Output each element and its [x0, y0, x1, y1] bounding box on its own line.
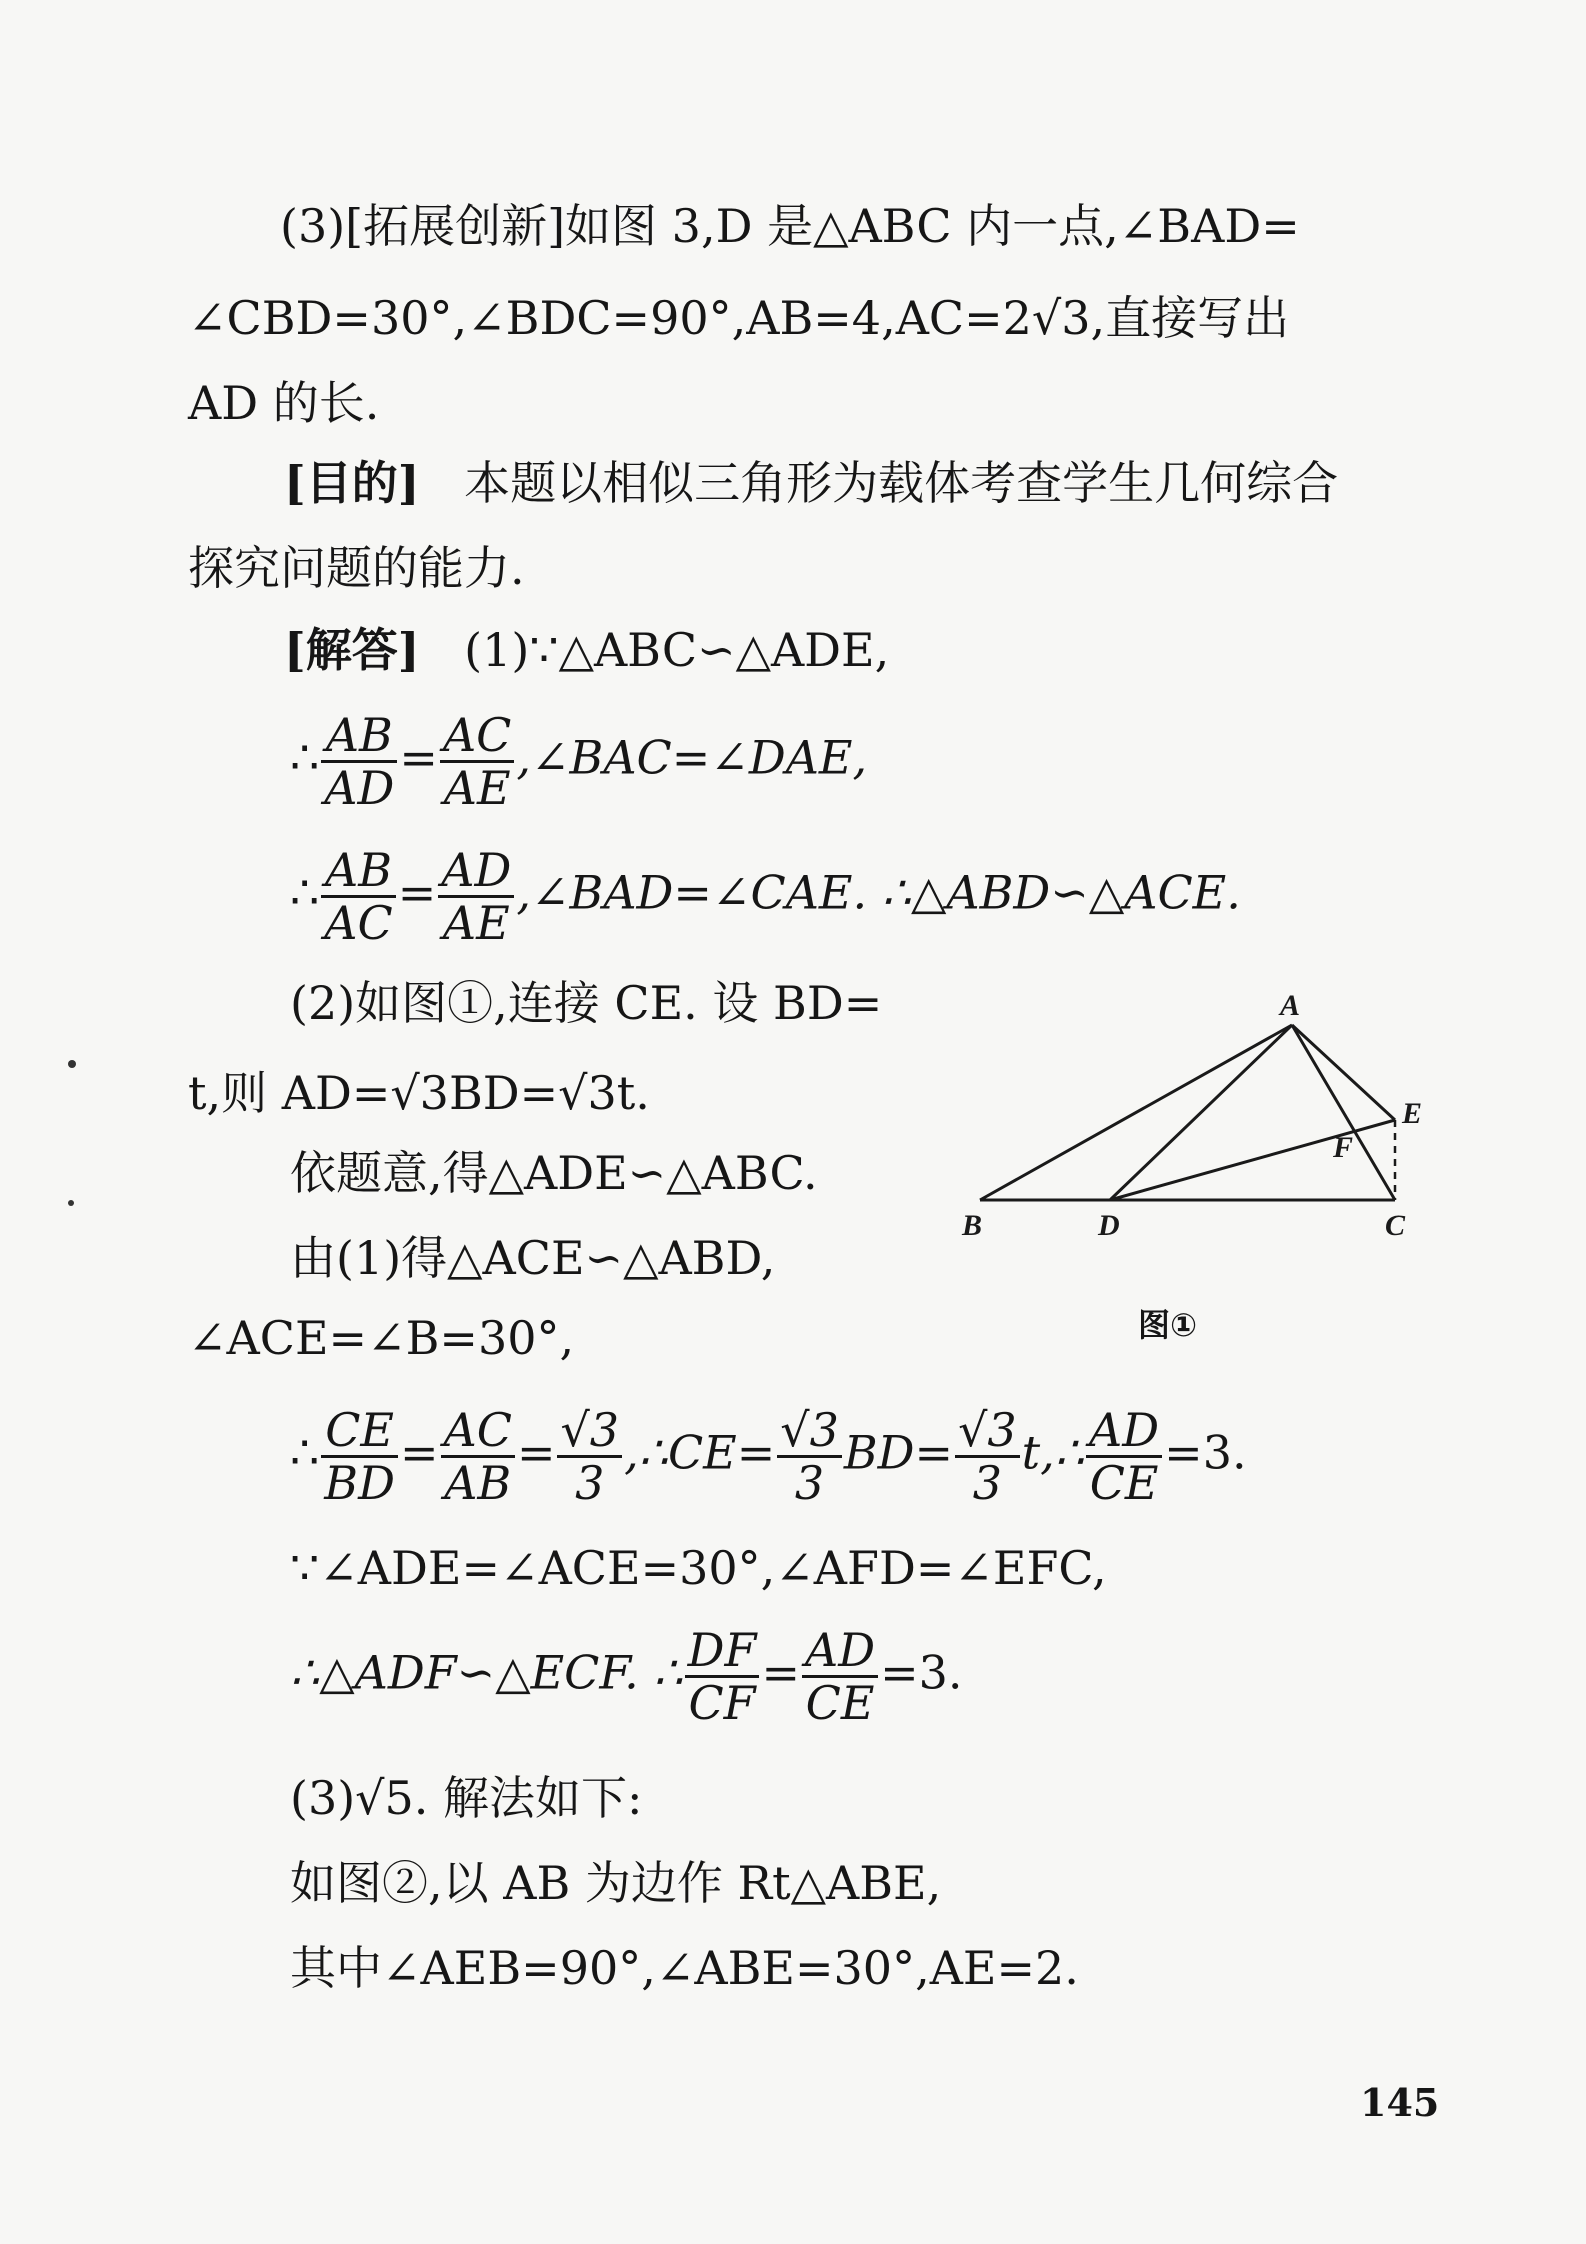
- answer-line-6: 依题意,得△ADE∽△ABC.: [290, 1146, 818, 1200]
- answer-line-3: ∴ $\frac{AB}{AC}$ = $\frac{AD}{AE}$ ,∠BAD=∠CAE. ∴△ABD∽△ACE.: [290, 843, 1241, 950]
- figure-caption: 图①: [1138, 1306, 1198, 1344]
- fraction-ac-ab: $\frac{AC}{AB}$: [441, 1405, 515, 1508]
- point-f-label: F: [1333, 1131, 1354, 1164]
- point-e-label: E: [1402, 1097, 1423, 1130]
- point-b-label: B: [962, 1209, 983, 1242]
- purpose-line-1: [284, 455, 1338, 511]
- problem-line-3: AD 的长.: [188, 376, 380, 430]
- fraction-ad-ce: $\frac{AD}{CE}$: [1086, 1405, 1162, 1508]
- answer-line-5: t,则 AD=√3BD=√3t.: [188, 1066, 650, 1120]
- problem-line-1: (3)[拓展创新]如图 3,D 是△ABC 内一点,∠BAD=: [280, 199, 1300, 253]
- fraction-ad-ae: $\frac{AD}{AE}$: [438, 845, 514, 948]
- fraction-sqrt3-3-b: $\frac{√3}{3}$: [777, 1405, 842, 1508]
- therefore-symbol: ∴: [290, 730, 320, 785]
- answer-line-2: ∴ $\frac{AB}{AD}$ = $\frac{AC}{AE}$ ,∠BAC=∠DAE,: [290, 708, 868, 815]
- margin-dot: [68, 1060, 76, 1068]
- answer-label: [解答]: [284, 623, 420, 677]
- triangle-figure-1: [940, 985, 1450, 1245]
- answer-line-11: ∴△ADF∽△ECF. ∴ $\frac{DF}{CF}$ = $\frac{AD}{CE}$ =3.: [290, 1623, 963, 1730]
- purpose-line-2: 探究问题的能力.: [188, 541, 525, 595]
- purpose-label: [目的]: [284, 456, 420, 510]
- point-a-label: A: [1280, 989, 1301, 1022]
- fraction-sqrt3-3: $\frac{√3}{3}$: [557, 1405, 622, 1508]
- answer-line-14: 其中∠AEB=90°,∠ABE=30°,AE=2.: [290, 1941, 1079, 1995]
- fraction-ac-ae: $\frac{AC}{AE}$: [440, 710, 514, 813]
- page-number: 145: [1360, 2080, 1440, 2125]
- answer-line-12: (3)√5. 解法如下:: [290, 1771, 643, 1825]
- fraction-ab-ad: $\frac{AB}{AD}$: [321, 710, 397, 813]
- answer-step-1: (1)∵△ABC∽△ADE,: [464, 623, 890, 677]
- fraction-ad-ce-b: $\frac{AD}{CE}$: [802, 1625, 878, 1728]
- answer-line-9: ∴ $\frac{CE}{BD}$ = $\frac{AC}{AB}$ = $\frac{√3}{3}$ ,∴CE= $\frac{√3}{3}$ BD= $\frac{√3}{3}$ t,∴ $\frac{AD}{CE}$ =3.: [290, 1403, 1247, 1510]
- fraction-sqrt3-3-c: $\frac{√3}{3}$: [955, 1405, 1020, 1508]
- fraction-df-cf: $\frac{DF}{CF}$: [685, 1625, 760, 1728]
- answer-line-7: 由(1)得△ACE∽△ABD,: [290, 1231, 776, 1285]
- fraction-ab-ac: $\frac{AB}{AC}$: [321, 845, 395, 948]
- answer-line-8: ∠ACE=∠B=30°,: [188, 1311, 575, 1365]
- problem-line-2: ∠CBD=30°,∠BDC=90°,AB=4,AC=2√3,直接写出: [188, 291, 1290, 345]
- answer-line-4: (2)如图①,连接 CE. 设 BD=: [290, 976, 883, 1030]
- answer-line-13: 如图②,以 AB 为边作 Rt△ABE,: [290, 1856, 942, 1910]
- answer-line-1: [284, 622, 889, 678]
- answer-line-10: ∵∠ADE=∠ACE=30°,∠AFD=∠EFC,: [290, 1541, 1107, 1595]
- margin-dot: [68, 1200, 74, 1206]
- purpose-text-1: 本题以相似三角形为载体考查学生几何综合: [464, 456, 1339, 510]
- point-d-label: D: [1098, 1209, 1120, 1242]
- fraction-ce-bd: $\frac{CE}{BD}$: [321, 1405, 398, 1508]
- point-c-label: C: [1385, 1209, 1406, 1242]
